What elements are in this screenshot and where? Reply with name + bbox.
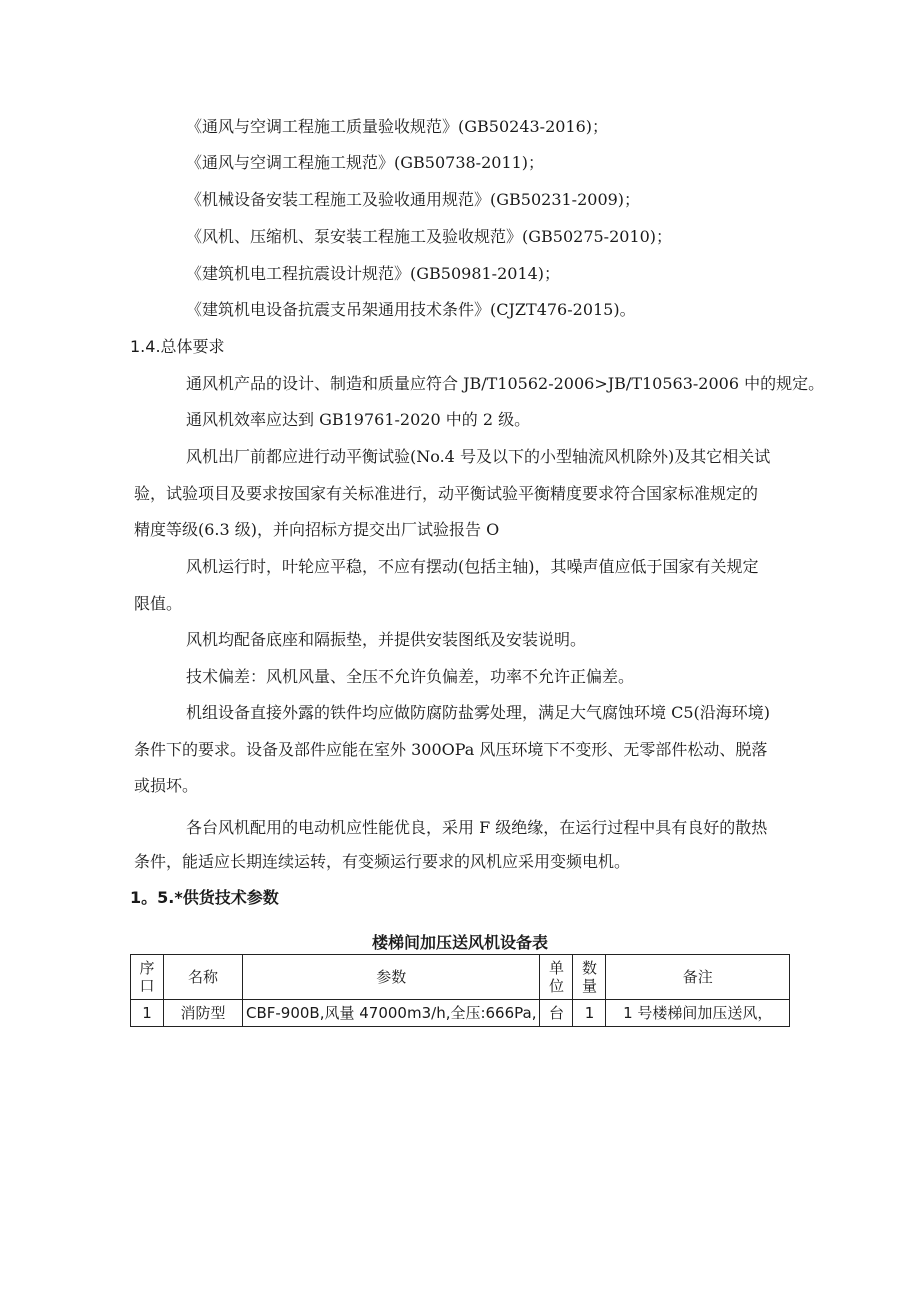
paragraph-line: 条件下的要求。设备及部件应能在室外 300OPa 风压环境下不变形、无零部件松动、脱落 bbox=[134, 740, 768, 759]
cell-qty: 1 bbox=[573, 1000, 606, 1027]
paragraph-line: 条件，能适应长期连续运转，有变频运行要求的风机应采用变频电机。 bbox=[134, 852, 631, 871]
standard-item: 《风机、压缩机、泵安装工程施工及验收规范》(GB50275-2010)； bbox=[186, 227, 673, 246]
paragraph-line: 验，试验项目及要求按国家有关标准进行，动平衡试验平衡精度要求符合国家标准规定的 bbox=[134, 484, 759, 503]
equipment-table bbox=[130, 954, 790, 1027]
section-heading-1-4: 1.4.总体要求 bbox=[130, 337, 225, 356]
header-qty: 数量 bbox=[573, 955, 606, 1000]
table-row bbox=[131, 1000, 790, 1027]
paragraph-line: 风机均配备底座和隔振垫，并提供安装图纸及安装说明。 bbox=[186, 630, 587, 649]
cell-params: CBF-900B,风量 47000m3∕h,全压:666Pa, bbox=[243, 1000, 540, 1027]
paragraph-line: 通风机效率应达到 GB19761-2020 中的 2 级。 bbox=[186, 410, 531, 429]
paragraph-line: 机组设备直接外露的铁件均应做防腐防盐雾处理，满足大气腐蚀环境 C5(沿海环境) bbox=[186, 703, 770, 722]
cell-name: 消防型 bbox=[164, 1000, 243, 1027]
header-params: 参数 bbox=[243, 955, 540, 1000]
standard-item: 《建筑机电工程抗震设计规范》(GB50981-2014)； bbox=[186, 264, 561, 283]
paragraph-line: 限值。 bbox=[134, 594, 183, 613]
standard-item: 《建筑机电设备抗震支吊架通用技术条件》(CJZT476-2015)。 bbox=[186, 300, 636, 319]
paragraph-line: 风机出厂前都应进行动平衡试验(No.4 号及以下的小型轴流风机除外)及其它相关试 bbox=[186, 447, 771, 466]
cell-seq: 1 bbox=[131, 1000, 164, 1027]
paragraph-line: 或损坏。 bbox=[134, 776, 199, 795]
standard-item: 《通风与空调工程施工规范》(GB50738-2011)； bbox=[186, 153, 545, 172]
header-note: 备注 bbox=[606, 955, 790, 1000]
table-caption: 楼梯间加压送风机设备表 bbox=[371, 933, 548, 952]
header-name: 名称 bbox=[164, 955, 243, 1000]
paragraph-line: 各台风机配用的电动机应性能优良，采用 F 级绝缘，在运行过程中具有良好的散热 bbox=[186, 818, 768, 837]
standard-item: 《通风与空调工程施工质量验收规范》(GB50243-2016)； bbox=[186, 117, 609, 136]
section-heading-1-5: 1。5.*供货技术参数 bbox=[130, 888, 279, 907]
paragraph-line: 风机运行时，叶轮应平稳，不应有摆动(包括主轴)，其噪声值应低于国家有关规定 bbox=[186, 557, 759, 576]
cell-note: 1 号楼梯间加压送风， bbox=[606, 1000, 790, 1027]
cell-unit: 台 bbox=[540, 1000, 573, 1027]
paragraph-line: 通风机产品的设计、制造和质量应符合 JB/T10562-2006>JB/T10563-2006 中的规定。 bbox=[186, 374, 825, 393]
table-header-row bbox=[131, 955, 790, 1000]
header-seq: 序口 bbox=[131, 955, 164, 1000]
standard-item: 《机械设备安装工程施工及验收通用规范》(GB50231-2009)； bbox=[186, 190, 641, 209]
paragraph-line: 技术偏差：风机风量、全压不允许负偏差，功率不允许正偏差。 bbox=[186, 667, 635, 686]
header-unit: 单位 bbox=[540, 955, 573, 1000]
paragraph-line: 精度等级(6.3 级)，并向招标方提交出厂试验报告 O bbox=[134, 520, 500, 539]
